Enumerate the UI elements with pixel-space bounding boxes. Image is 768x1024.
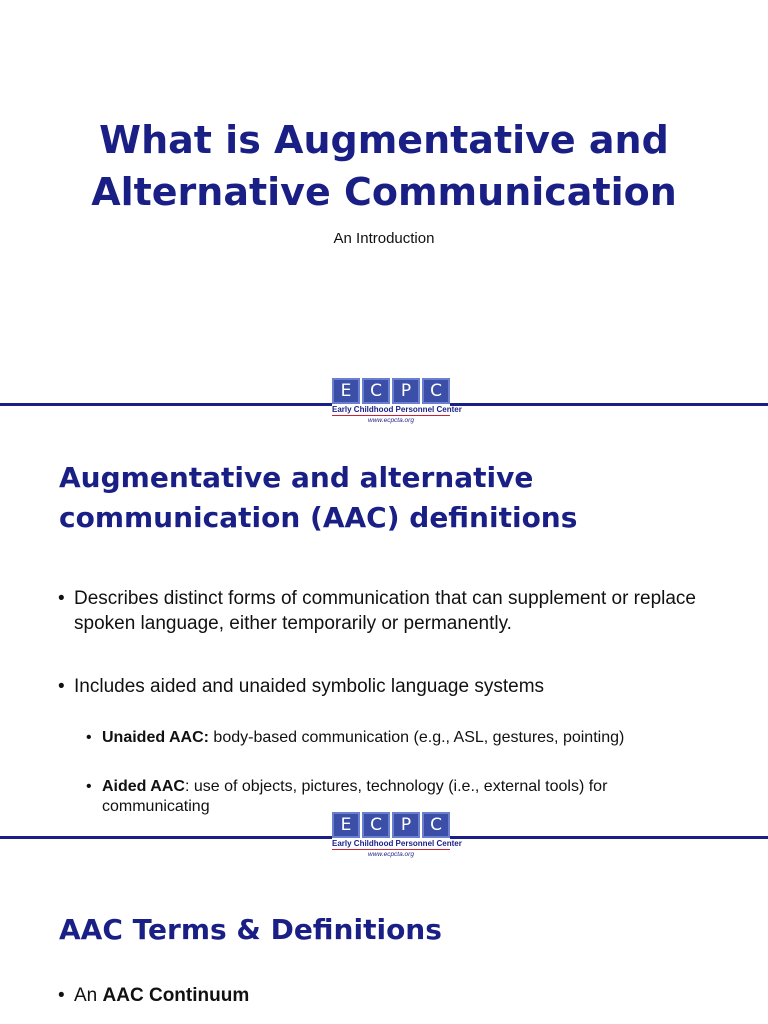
logo-url: www.ecpcta.org xyxy=(368,851,414,858)
bullet-item xyxy=(58,674,708,699)
logo-letter: P xyxy=(392,812,420,838)
sub-bullet-item xyxy=(86,728,706,748)
bullet-item xyxy=(58,983,708,1008)
slide-heading-line-2: communication (AAC) definitions xyxy=(59,501,578,534)
term-label: Unaided AAC: xyxy=(102,729,209,746)
slide-heading-line-1: Augmentative and alternative xyxy=(59,461,534,494)
bullet-text: Describes distinct forms of communication that can supplement or replace spoken language, either temporarily or permanently. xyxy=(74,588,696,634)
logo-letter: E xyxy=(332,812,360,838)
bullet-marker: • xyxy=(86,729,92,746)
logo-letter: P xyxy=(392,378,420,404)
bullet-marker: • xyxy=(58,676,65,697)
ecpc-logo xyxy=(332,812,462,858)
logo-letter: E xyxy=(332,378,360,404)
slide-heading: AAC Terms & Definitions xyxy=(59,913,442,946)
ecpc-logo xyxy=(332,378,462,424)
bullet-marker: • xyxy=(86,778,92,795)
slide-subtitle: An Introduction xyxy=(333,230,435,247)
term-definition: body-based communication (e.g., ASL, gestures, pointing) xyxy=(208,729,625,746)
logo-letter: C xyxy=(422,378,450,404)
bullet-marker: • xyxy=(58,588,65,609)
slide-title-line-1: What is Augmentative and xyxy=(99,118,669,162)
bullet-item xyxy=(58,586,708,636)
term-label: AAC Continuum xyxy=(102,985,250,1006)
logo-rule xyxy=(332,415,450,416)
bullet-text: An xyxy=(74,985,103,1006)
logo-letter: C xyxy=(362,812,390,838)
logo-name: Early Childhood Personnel Center xyxy=(332,405,462,414)
logo-letter: C xyxy=(422,812,450,838)
sub-bullet-item xyxy=(86,777,706,817)
term-label: Aided AAC xyxy=(102,778,185,795)
logo-url: www.ecpcta.org xyxy=(368,417,414,424)
bullet-marker: • xyxy=(58,985,65,1006)
logo-name: Early Childhood Personnel Center xyxy=(332,839,462,848)
slide-title-line-2: Alternative Communication xyxy=(91,170,677,214)
term-definition: : use of objects, pictures, technology (i.e., external tools) for communicating xyxy=(102,778,608,815)
logo-rule xyxy=(332,849,450,850)
logo-letter: C xyxy=(362,378,390,404)
bullet-text: Includes aided and unaided symbolic language systems xyxy=(74,676,545,697)
